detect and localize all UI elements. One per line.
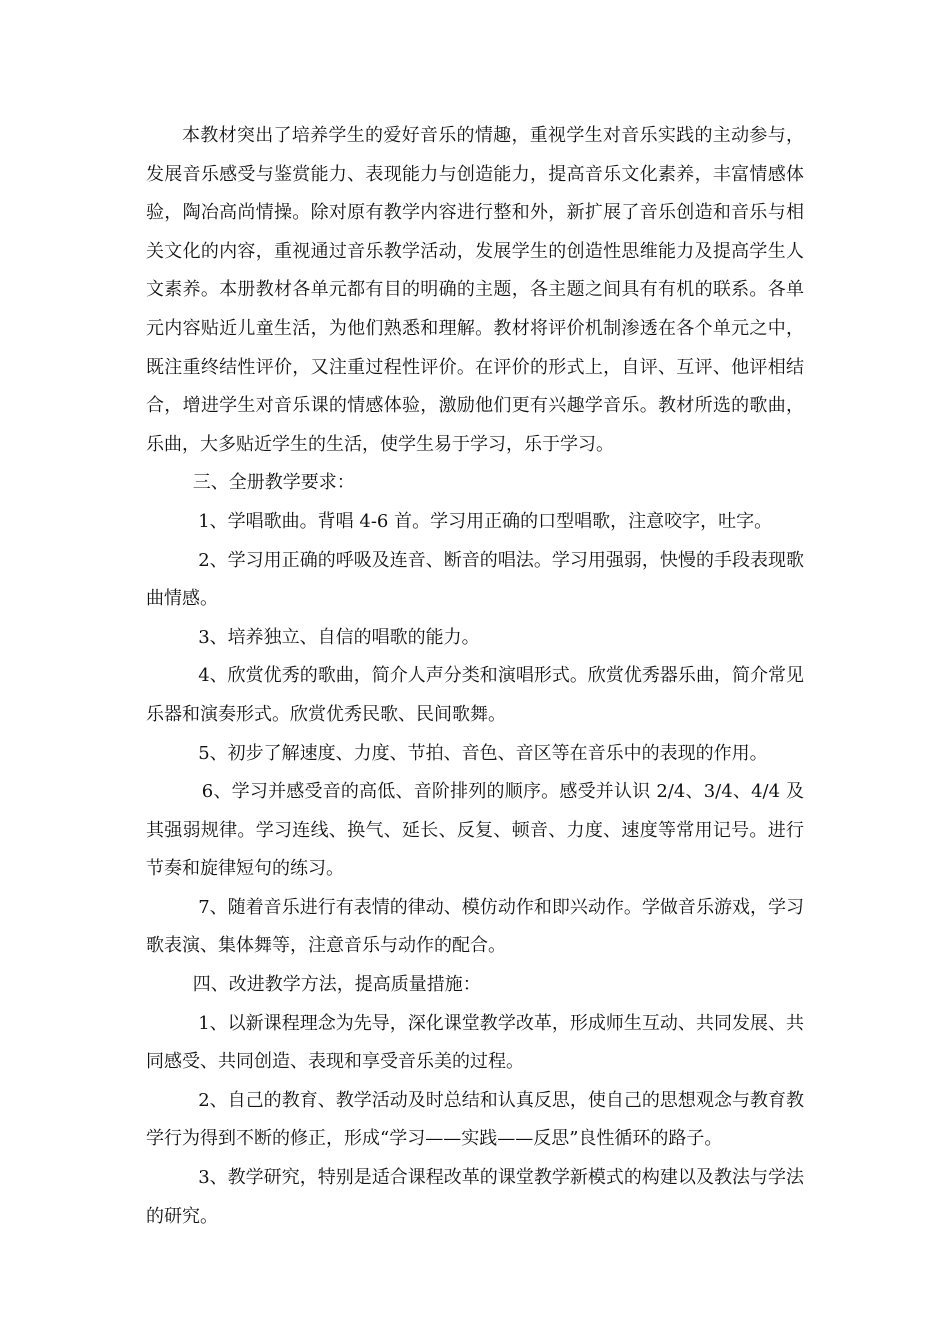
method-item-2: 2、自己的教育、教学活动及时总结和认真反思，使自己的思想观念与教育教学行为得到不断的修正，形成“学习——实践——反思”良性循环的路子。 [146, 1089, 804, 1150]
method-item-3: 3、教学研究，特别是适合课程改革的课堂教学新模式的构建以及教法与学法的研究。 [146, 1167, 804, 1227]
requirement-item-4: 4、欣赏优秀的歌曲，简介人声分类和演唱形式。欣赏优秀器乐曲，简介常见乐器和演奏形式。欣赏优秀民歌、民间歌舞。 [146, 665, 804, 725]
requirement-item-3: 3、培养独立、自信的唱歌的能力。 [198, 626, 480, 648]
requirement-item-1: 1、学唱歌曲。背唱 4-6 首。学习用正确的口型唱歌，注意咬字，吐字。 [198, 510, 773, 532]
requirement-item-7: 7、随着音乐进行有表情的律动、模仿动作和即兴动作。学做音乐游戏，学习歌表演、集体舞等，注意音乐与动作的配合。 [146, 896, 804, 957]
requirement-item-6: 6、学习并感受音的高低、音阶排列的顺序。感受并认识 2/4、3/4、4/4 及其强弱规律。学习连线、换气、延长、反复、顿音、力度、速度等常用记号。进行节奏和旋律短句的练习。 [146, 781, 804, 880]
section-heading-methods: 四、改进教学方法，提高质量措施： [192, 974, 481, 996]
document-body [146, 117, 804, 1236]
method-item-1: 1、以新课程理念为先导，深化课堂教学改革，形成师生互动、共同发展、共同感受、共同创造、表现和享受音乐美的过程。 [146, 1012, 804, 1073]
requirement-item-5: 5、初步了解速度、力度、节拍、音色、音区等在音乐中的表现的作用。 [198, 742, 768, 764]
intro-paragraph: 本教材突出了培养学生的爱好音乐的情趣，重视学生对音乐实践的主动参与，发展音乐感受与鉴赏能力、表现能力与创造能力，提高音乐文化素养，丰富情感体验，陶冶高尚情操。除对原有教学内容进行整和外，新扩展了音乐创造和音乐与相关文化的内容，重视通过音乐教学活动，发展学生的创造性思维能力及提高学生人文素养。本册教材各单元都有目的明确的主题，各主题之间具有有机的联系。各单元内容贴近儿童生活，为他们熟悉和理解。教材将评价机制渗透在各个单元之中，既注重终结性评价，又注重过程性评价。在评价的形式上，自评、互评、他评相结合，增进学生对音乐课的情感体验，激励他们更有兴趣学音乐。教材所选的歌曲，乐曲，大多贴近学生的生活，使学生易于学习，乐于学习。 [146, 125, 804, 455]
section-heading-requirements: 三、全册教学要求： [192, 472, 355, 494]
requirement-item-2: 2、学习用正确的呼吸及连音、断音的唱法。学习用强弱，快慢的手段表现歌曲情感。 [146, 549, 804, 610]
